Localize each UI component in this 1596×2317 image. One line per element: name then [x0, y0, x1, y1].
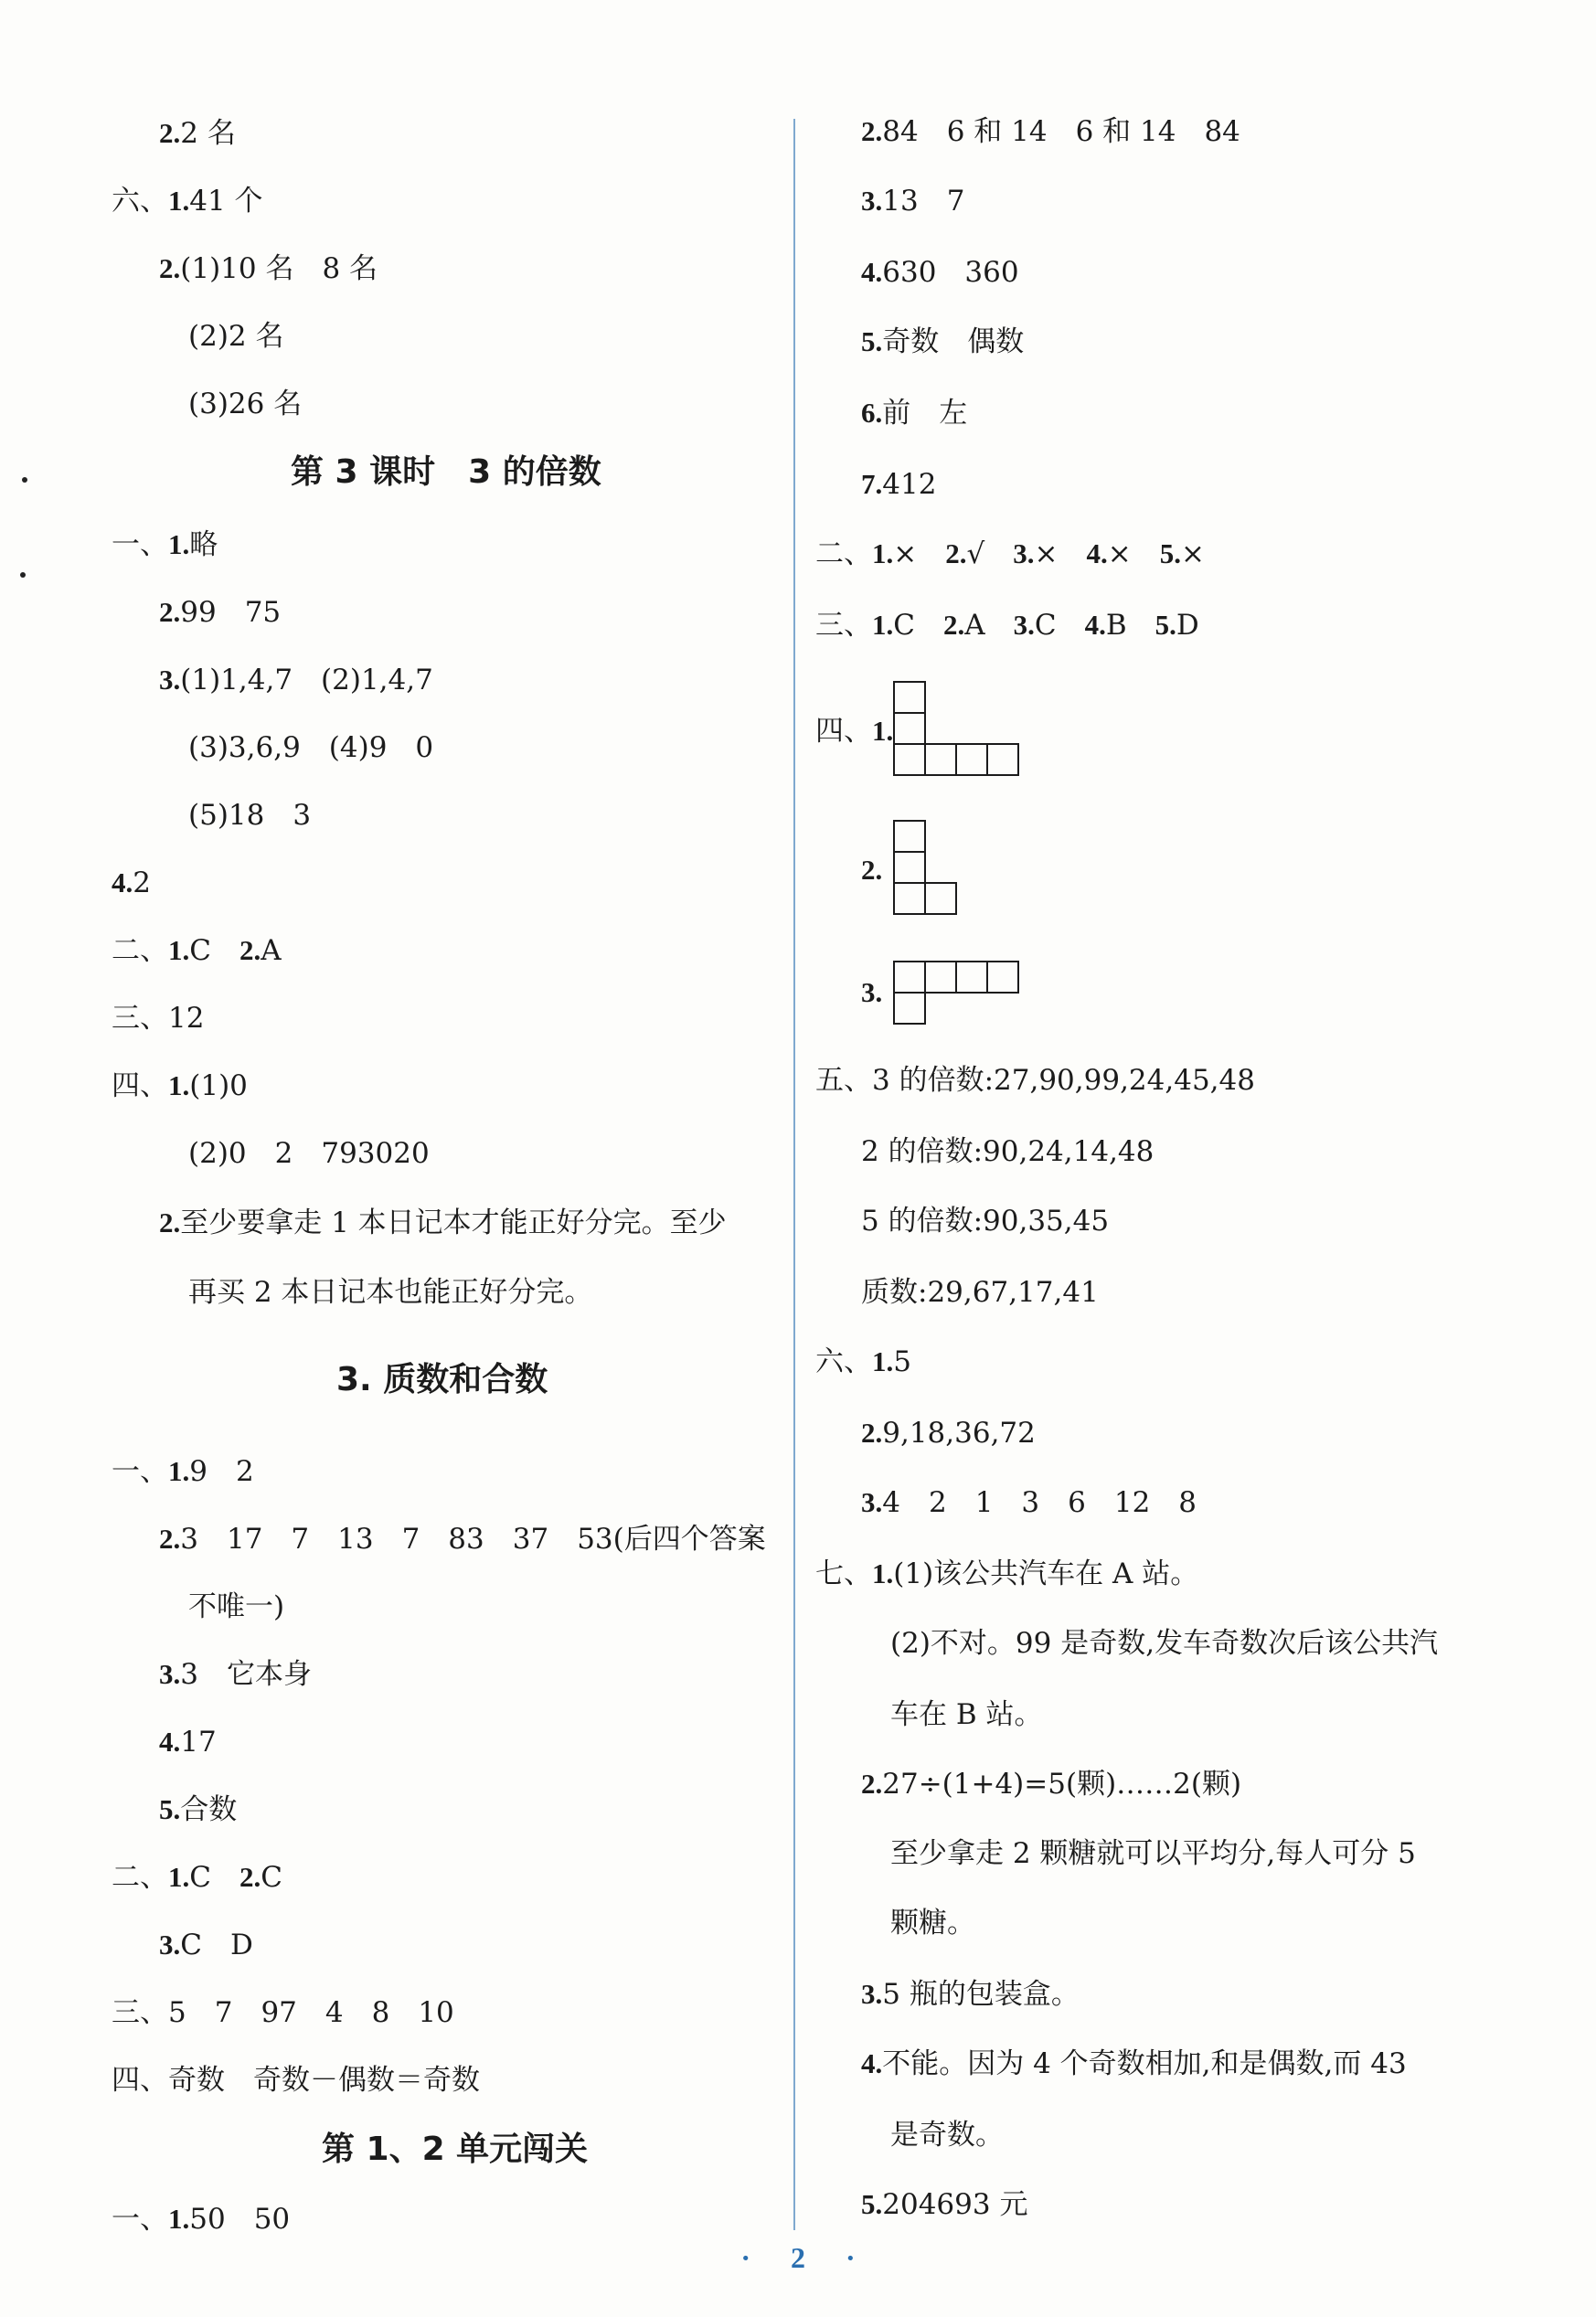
answer-line: 二、1.C 2.A	[112, 934, 282, 967]
answer-line: 4.17	[159, 1726, 217, 1759]
answer-line: 一、1.9 2	[112, 1455, 254, 1488]
answer-line: 四、1.	[815, 715, 894, 748]
grid-cell	[987, 744, 1018, 775]
answer-line: 3.3 它本身	[159, 1658, 312, 1691]
answer-line: 2.3 17 7 13 7 83 37 53(后四个答案	[159, 1523, 766, 1556]
answer-line: 6.前 左	[861, 397, 968, 430]
answer-line: 5.合数	[159, 1793, 238, 1826]
answer-line: 六、1.41 个	[112, 185, 263, 218]
answer-line: 一、1.略	[112, 528, 218, 561]
page-number	[0, 2241, 1596, 2275]
answer-line: (5)18 3	[188, 799, 312, 832]
answer-line: 2.27÷(1+4)=5(颗)……2(颗)	[861, 1768, 1242, 1801]
answer-line: 三、1.C 2.A 3.C 4.B 5.D	[815, 609, 1199, 642]
answer-line: 七、1.(1)该公共汽车在 A 站。	[815, 1557, 1199, 1590]
grid-cell	[925, 962, 956, 993]
view-grid-figure	[892, 680, 1024, 779]
scan-speck	[22, 477, 27, 483]
grid-cell	[894, 962, 925, 993]
answer-line: 质数:29,67,17,41	[861, 1276, 1099, 1309]
grid-cell	[894, 852, 925, 883]
grid-cell	[894, 713, 925, 744]
footer-dot: ·	[846, 2241, 856, 2274]
answer-line: 5.204693 元	[861, 2188, 1028, 2221]
answer-line: 二、1.C 2.C	[112, 1861, 282, 1894]
answer-line: 车在 B 站。	[890, 1698, 1043, 1731]
answer-line: 三、12	[112, 1002, 205, 1035]
answer-line: 2 的倍数:90,24,14,48	[861, 1135, 1154, 1168]
answer-line: 7.412	[861, 468, 937, 501]
answer-line: 5 的倍数:90,35,45	[861, 1205, 1110, 1238]
answer-line: 2.	[861, 854, 883, 886]
answer-line: 四、1.(1)0	[112, 1069, 248, 1102]
answer-line: 2.(1)10 名 8 名	[159, 252, 378, 285]
answer-line: (2)2 名	[188, 320, 284, 353]
grid-cell	[956, 962, 987, 993]
answer-line: 至少拿走 2 颗糖就可以平均分,每人可分 5	[890, 1837, 1416, 1870]
grid-cell	[956, 744, 987, 775]
grid-cell	[925, 744, 956, 775]
grid-cell	[894, 883, 925, 914]
section-title: 第 3 课时 3 的倍数	[291, 453, 601, 491]
answer-line: 3.	[861, 976, 883, 1008]
answer-line: (3)3,6,9 (4)9 0	[188, 731, 434, 764]
scan-speck	[20, 572, 26, 578]
grid-cell	[987, 962, 1018, 993]
answer-line: 五、3 的倍数:27,90,99,24,45,48	[815, 1064, 1255, 1097]
view-grid-figure	[892, 819, 962, 918]
answer-line: 四、奇数 奇数－偶数＝奇数	[112, 2064, 480, 2097]
answer-line: 2.9,18,36,72	[861, 1417, 1036, 1450]
answer-line: 2.2 名	[159, 117, 236, 150]
answer-line: 3.13 7	[861, 185, 965, 218]
answer-line: 2.至少要拿走 1 本日记本才能正好分完。至少	[159, 1206, 727, 1239]
answer-line: 颗糖。	[890, 1907, 975, 1940]
answer-line: 一、1.50 50	[112, 2203, 291, 2236]
answer-line: (3)26 名	[188, 388, 303, 420]
answer-line: 不唯一)	[188, 1590, 285, 1623]
grid-cell	[894, 744, 925, 775]
answer-line: 4.2	[112, 866, 151, 899]
column-divider	[793, 119, 795, 2230]
footer-dot: ·	[740, 2241, 750, 2274]
grid-cell	[925, 883, 956, 914]
answer-line: 再买 2 本日记本也能正好分完。	[188, 1276, 593, 1309]
answer-line: 5.奇数 偶数	[861, 325, 1025, 358]
answer-line: 二、1.× 2.√ 3.× 4.× 5.×	[815, 537, 1205, 570]
section-title: 3. 质数和合数	[336, 1361, 548, 1398]
answer-line: 是奇数。	[890, 2119, 1004, 2152]
answer-line: 3.(1)1,4,7 (2)1,4,7	[159, 664, 433, 696]
answer-line: 六、1.5	[815, 1345, 911, 1378]
answer-line: 2.84 6 和 14 6 和 14 84	[861, 115, 1240, 148]
answer-line: (2)不对。99 是奇数,发车奇数次后该公共汽	[890, 1627, 1439, 1660]
answer-line: 3.5 瓶的包装盒。	[861, 1978, 1080, 2011]
answer-line: 2.99 75	[159, 596, 282, 629]
answer-line: 4.630 360	[861, 256, 1019, 289]
grid-cell	[894, 821, 925, 852]
page-number-value: 2	[791, 2241, 805, 2274]
answer-line: 4.不能。因为 4 个奇数相加,和是偶数,而 43	[861, 2047, 1407, 2080]
answer-line: 三、5 7 97 4 8 10	[112, 1996, 454, 2029]
view-grid-figure	[892, 960, 1024, 1027]
answer-line: (2)0 2 793020	[188, 1137, 430, 1170]
answer-line: 3.4 2 1 3 6 12 8	[861, 1486, 1197, 1519]
grid-cell	[894, 993, 925, 1024]
answer-line: 3.C D	[159, 1929, 253, 1961]
section-title: 第 1、2 单元闯关	[322, 2131, 589, 2168]
grid-cell	[894, 682, 925, 713]
